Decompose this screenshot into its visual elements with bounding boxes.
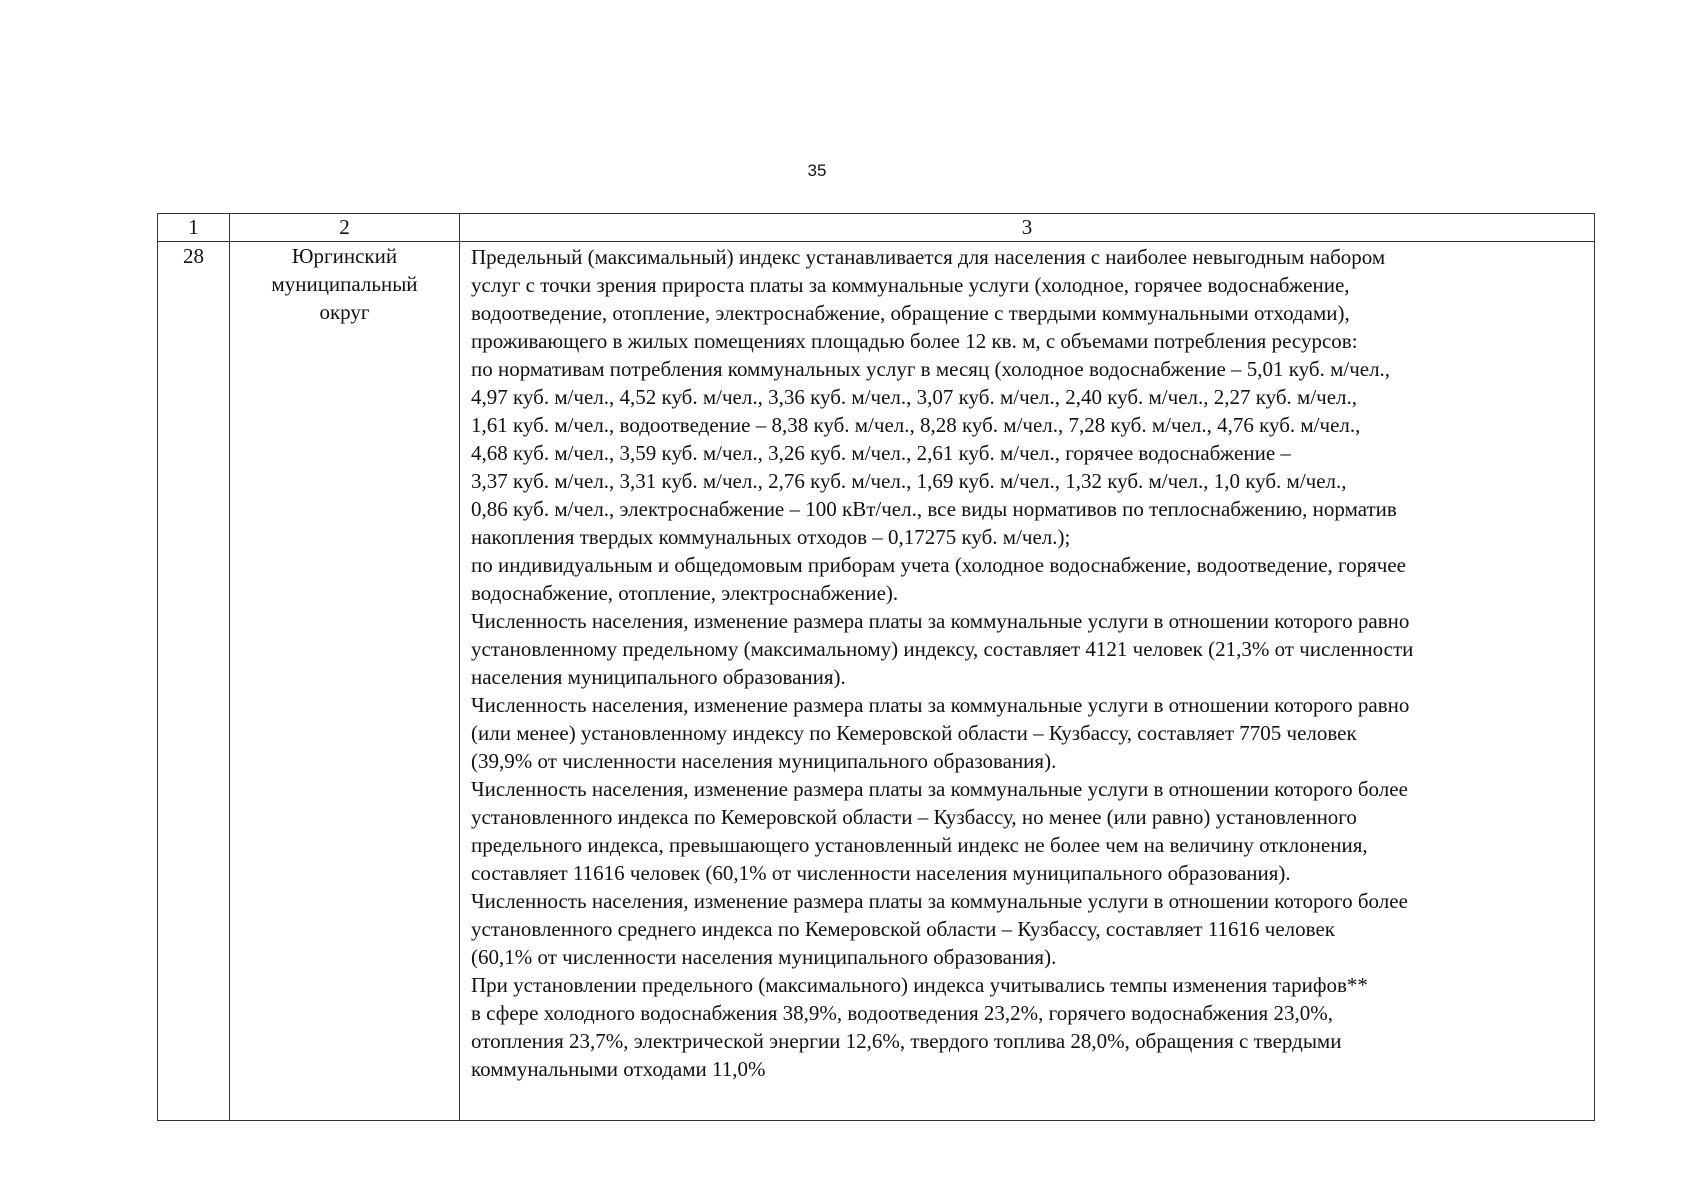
description-line: отопления 23,7%, электрической энергии 12,6%, твердого топлива 28,0%, обращения с твердыми [471, 1029, 1342, 1053]
municipality-name-line: муниципальный [271, 272, 418, 296]
municipality-name-line: округ [319, 300, 370, 324]
description-line: установленного среднего индекса по Кемеровской области – Кузбассу, составляет 11616 человек [471, 917, 1335, 941]
municipality-name-line: Юргинский [291, 244, 398, 268]
description-line: услуг с точки зрения прироста платы за коммунальные услуги (холодное, горячее водоснабжение, [471, 273, 1350, 297]
description-line: При установлении предельного (максимального) индекса учитывались темпы изменения тарифов** [471, 973, 1368, 997]
description-line: проживающего в жилых помещениях площадью более 12 кв. м, с объемами потребления ресурсов: [471, 329, 1358, 353]
row-number-cell: 28 [158, 242, 230, 1121]
description-line: Численность населения, изменение размера платы за коммунальные услуги в отношении которого более [471, 777, 1408, 801]
description-line: 3,37 куб. м/чел., 3,31 куб. м/чел., 2,76 куб. м/чел., 1,69 куб. м/чел., 1,32 куб. м/чел., 1,0 куб. м/чел., [471, 469, 1347, 493]
description-line: (60,1% от численности населения муниципального образования). [471, 945, 1057, 969]
description-line: предельного индекса, превышающего установленный индекс не более чем на величину отклонения, [471, 833, 1368, 857]
description-line: по нормативам потребления коммунальных услуг в месяц (холодное водоснабжение – 5,01 куб. м/чел., [471, 357, 1391, 381]
description-line: установленного индекса по Кемеровской области – Кузбассу, но менее (или равно) установленного [471, 805, 1357, 829]
description-line: Численность населения, изменение размера платы за коммунальные услуги в отношении которого более [471, 889, 1408, 913]
description-line: 4,68 куб. м/чел., 3,59 куб. м/чел., 3,26 куб. м/чел., 2,61 куб. м/чел., горячее водоснабжение – [471, 441, 1291, 465]
header-cell-1: 1 [158, 214, 230, 242]
municipality-name-cell [230, 242, 460, 1121]
description-line: водоотведение, отопление, электроснабжение, обращение с твердыми коммунальными отходами), [471, 301, 1350, 325]
description-line: водоснабжение, отопление, электроснабжение). [471, 581, 899, 605]
description-cell [460, 242, 1595, 1121]
description-line: установленному предельному (максимальному) индексу, составляет 4121 человек (21,3% от численности [471, 637, 1414, 661]
description-line: по индивидуальным и общедомовым приборам учета (холодное водоснабжение, водоотведение, горячее [471, 553, 1406, 577]
description-line: (39,9% от численности населения муниципального образования). [471, 749, 1057, 773]
description-line: населения муниципального образования). [471, 665, 846, 689]
description-line: Численность населения, изменение размера платы за коммунальные услуги в отношении которого равно [471, 693, 1410, 717]
description-line: 1,61 куб. м/чел., водоотведение – 8,38 куб. м/чел., 8,28 куб. м/чел., 7,28 куб. м/чел., 4,76 куб. м/чел., [471, 413, 1361, 437]
header-cell-3: 3 [460, 214, 1595, 242]
description-line: коммунальными отходами 11,0% [471, 1057, 766, 1081]
description-line: 4,97 куб. м/чел., 4,52 куб. м/чел., 3,36 куб. м/чел., 3,07 куб. м/чел., 2,40 куб. м/чел., 2,27 куб. м/чел., [471, 385, 1358, 409]
header-cell-2: 2 [230, 214, 460, 242]
table-header-row [158, 214, 1595, 242]
description-line: Предельный (максимальный) индекс устанавливается для населения с наиболее невыгодным набором [471, 245, 1386, 269]
description-line: составляет 11616 человек (60,1% от численности населения муниципального образования). [471, 861, 1291, 885]
page-number: 35 [807, 161, 827, 180]
tariff-index-table [157, 213, 1595, 1121]
description-line: (или менее) установленному индексу по Кемеровской области – Кузбассу, составляет 7705 человек [471, 721, 1357, 745]
description-line: 0,86 куб. м/чел., электроснабжение – 100 кВт/чел., все виды нормативов по теплоснабжению, норматив [471, 497, 1397, 521]
description-line: в сфере холодного водоснабжения 38,9%, водоотведения 23,2%, горячего водоснабжения 23,0%, [471, 1001, 1333, 1025]
table-row [158, 242, 1595, 1121]
description-line: Численность населения, изменение размера платы за коммунальные услуги в отношении которого равно [471, 609, 1410, 633]
description-line: накопления твердых коммунальных отходов – 0,17275 куб. м/чел.); [471, 525, 1071, 549]
